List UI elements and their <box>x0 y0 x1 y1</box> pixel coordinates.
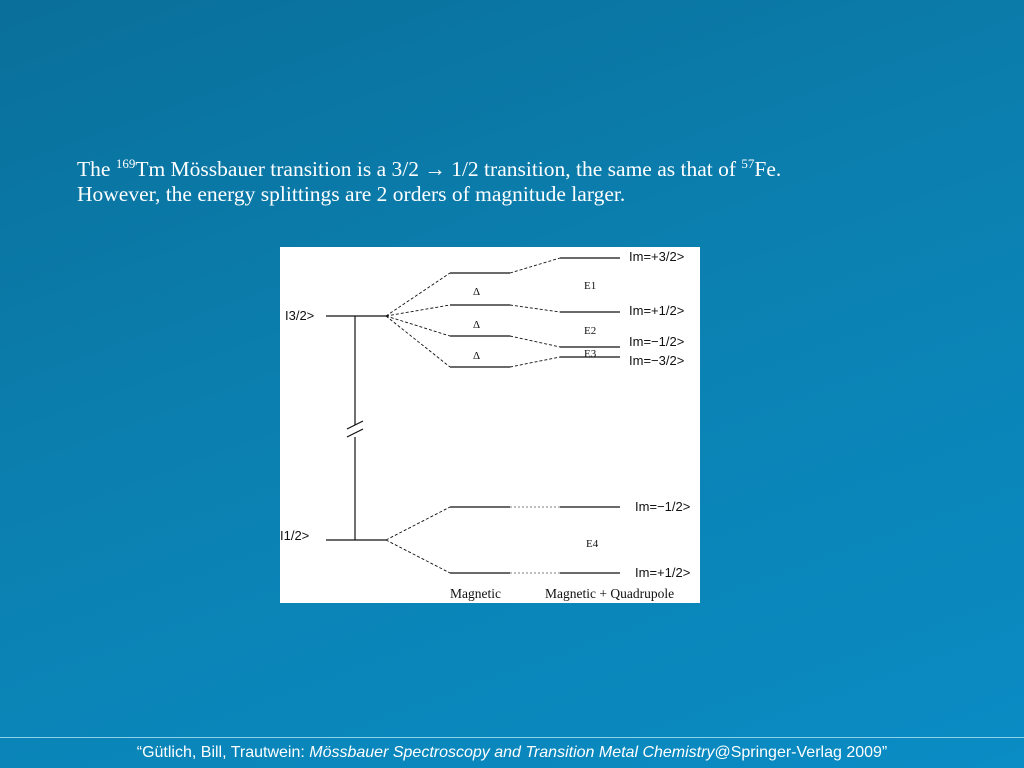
split-line <box>386 316 450 367</box>
delta-label: Δ <box>473 319 481 331</box>
energy-label-e2: E2 <box>584 325 597 337</box>
shift-line <box>510 357 560 367</box>
energy-label-e4: E4 <box>586 538 599 550</box>
energy-level-diagram <box>280 247 700 603</box>
delta-label: Δ <box>473 286 481 298</box>
label-i-1-2: I1/2> <box>280 528 310 543</box>
diagram-svg <box>280 247 700 603</box>
shift-line <box>510 336 560 347</box>
superscript-169: 169 <box>115 155 136 171</box>
citation-title: Mössbauer Spectroscopy and Transition Metal Chemistry <box>309 744 715 761</box>
energy-label-e3: E3 <box>584 348 597 360</box>
split-line <box>386 540 450 573</box>
column-label-magnetic-quadrupole: Magnetic + Quadrupole <box>545 586 675 601</box>
split-line <box>386 305 450 316</box>
footer-divider <box>0 737 1024 738</box>
text-segment: The <box>77 157 116 181</box>
split-line <box>386 507 450 540</box>
shift-line <box>510 258 560 273</box>
citation-publisher: @Springer-Verlag 2009” <box>714 744 888 761</box>
text-line-1 <box>77 157 957 182</box>
axis-break-mark <box>347 429 363 437</box>
label-im: Im=+1/2> <box>635 565 691 580</box>
delta-label: Δ <box>473 350 481 362</box>
citation-authors: “Gütlich, Bill, Trautwein: <box>136 744 310 761</box>
split-line <box>386 316 450 336</box>
text-segment: Tm Mössbauer transition is a 3/2 → 1/2 transition, the same as that of <box>135 157 742 181</box>
energy-label-e1: E1 <box>584 280 597 292</box>
footer-citation <box>0 744 1024 762</box>
column-label-magnetic: Magnetic <box>450 586 501 601</box>
label-im: Im=+3/2> <box>629 249 685 264</box>
split-line <box>386 273 450 316</box>
text-line-2: However, the energy splittings are 2 orders of magnitude larger. <box>77 182 626 206</box>
label-im: Im=−1/2> <box>629 334 685 349</box>
label-im: Im=−1/2> <box>635 499 691 514</box>
shift-line <box>510 305 560 312</box>
text-segment: Fe. <box>754 157 782 181</box>
slide-text <box>77 157 957 207</box>
superscript-57: 57 <box>741 155 755 171</box>
label-im: Im=−3/2> <box>629 353 685 368</box>
label-i-3-2: I3/2> <box>285 308 315 323</box>
label-im: Im=+1/2> <box>629 303 685 318</box>
